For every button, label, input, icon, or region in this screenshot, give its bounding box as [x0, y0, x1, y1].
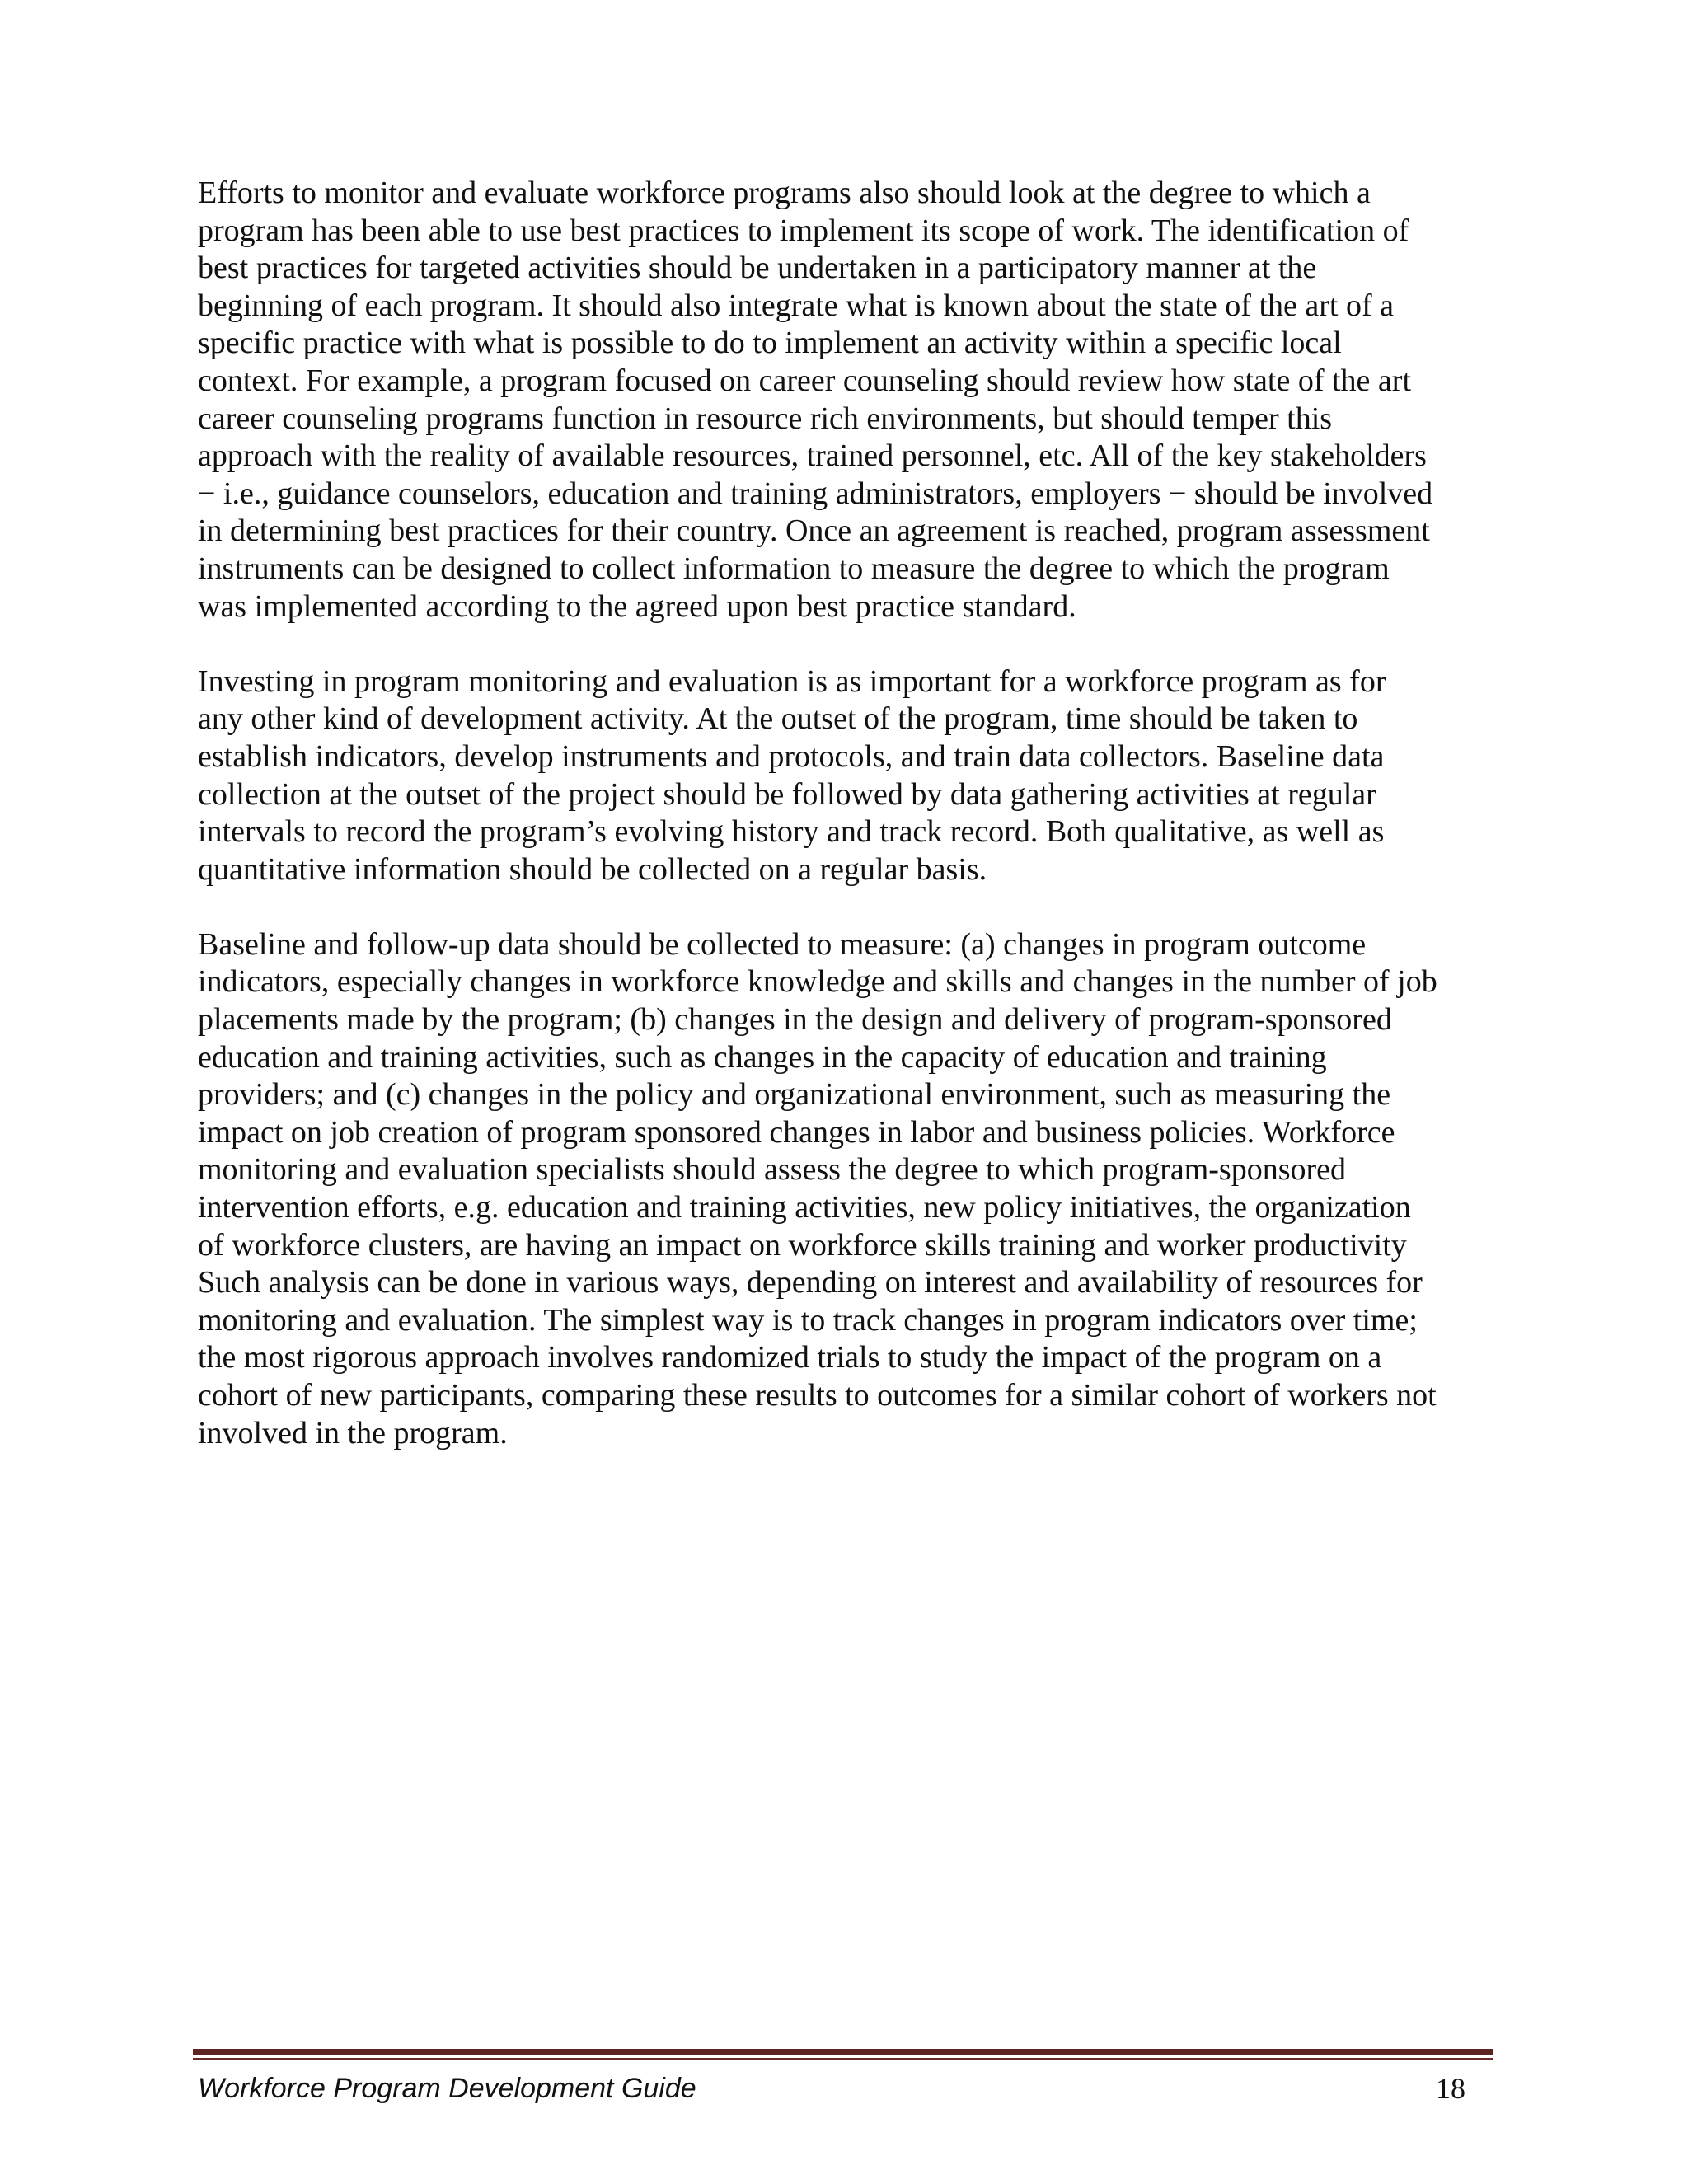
footer-page-number: 18 — [1436, 2072, 1465, 2105]
paragraph-investing-monitoring: Investing in program monitoring and evaluation is as important for a workforce program as for any other kind of development activity. At the outset of the program, time should be taken to establish indicators, develop instruments and protocols, and train data collectors. Baseline data collection at the outset of the project should be followed by data gathering activities at regular intervals to record the program’s evolving history and track record. Both qualitative, as well as quantitative information should be collected on a regular basis. — [198, 663, 1386, 887]
body-text — [198, 175, 1508, 1490]
paragraph-baseline-data: Baseline and follow-up data should be collected to measure: (a) changes in program outcome indicators, especially changes in workforce knowledge and skills and changes in the number of job placements made by the program; (b) changes in the design and delivery of program-sponsored education and training activities, such as changes in the capacity of education and training providers; and (c) changes in the policy and organizational environment, such as measuring the impact on job creation of program sponsored changes in labor and business policies. Workforce monitoring and evaluation specialists should assess the degree to which program-sponsored intervention efforts, e.g. education and training activities, new policy initiatives, the organization of workforce clusters, are having an impact on workforce skills training and worker productivity Such analysis can be done in various ways, depending on interest and availability of resources for monitoring and evaluation. The simplest way is to track changes in program indicators over time; the most rigorous approach involves randomized trials to study the impact of the program on a cohort of new participants, comparing these results to outcomes for a similar cohort of workers not involved in the program. — [198, 926, 1437, 1451]
footer-divider-thin — [193, 2058, 1493, 2060]
paragraph-best-practices: Efforts to monitor and evaluate workforce programs also should look at the degree to which a program has been able to use best practices to implement its scope of work. The identification of best practices for targeted activities should be undertaken in a participatory manner at the beginning of each program. It should also integrate what is known about the state of the art of a specific practice with what is possible to do to implement an activity within a specific local context. For example, a program focused on career counseling should review how state of the art career counseling programs function in resource rich environments, but should temper this approach with the reality of available resources, trained personnel, etc. All of the key stakeholders − i.e., guidance counselors, education and training administrators, employers − should be involved in determining best practices for their country. Once an agreement is reached, program assessment instruments can be designed to collect information to measure the degree to which the program was implemented according to the agreed upon best practice standard. — [198, 176, 1433, 624]
footer-document-title: Workforce Program Development Guide — [198, 2073, 696, 2104]
footer-divider-thick — [193, 2049, 1493, 2055]
